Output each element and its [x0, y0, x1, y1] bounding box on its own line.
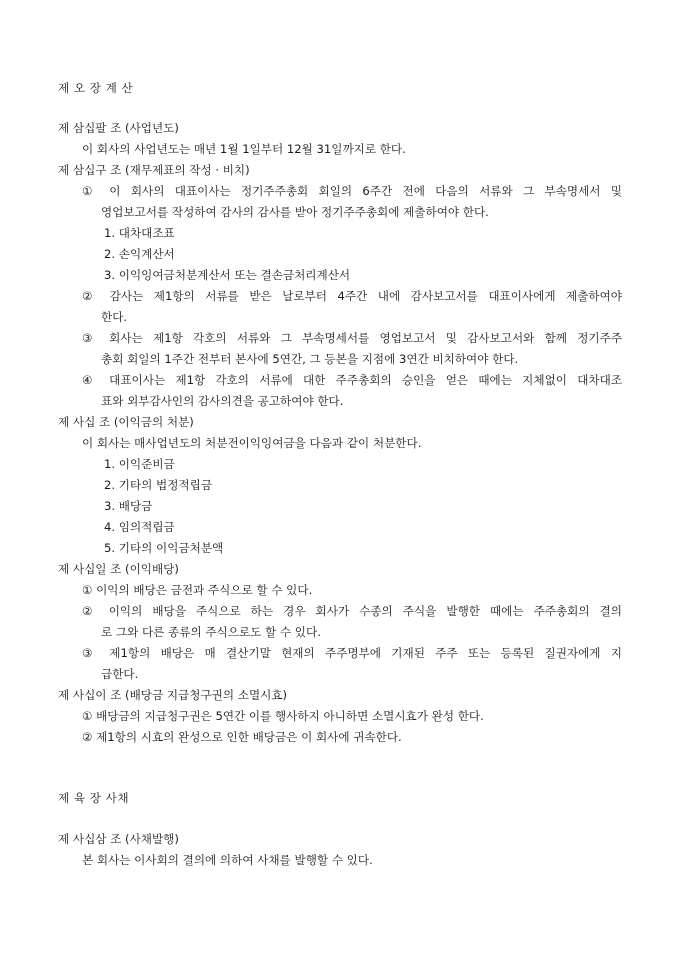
article-40-item-2: 2. 기타의 법정적립금 [104, 478, 213, 492]
article-38-body: 이 회사의 사업년도는 매년 1월 1일부터 12월 31일까지로 한다. [82, 142, 406, 156]
article-39-para-1-line-2: 영업보고서를 작성하여 감사의 감사를 받아 정기주주총회에 제출하여야 한다. [101, 205, 489, 219]
article-39-title: 제 삼십구 조 (재무제표의 작성 · 비치) [58, 163, 250, 177]
article-40-item-1: 1. 이익준비금 [104, 457, 175, 471]
article-39-para-2-line-2: 한다. [101, 310, 128, 324]
article-41-para-2-line-2: 로 그와 다른 종류의 주식으로도 할 수 있다. [101, 625, 321, 639]
article-39-item-2: 2. 손익계산서 [104, 247, 175, 261]
chapter-5-heading: 제 오 장 계 산 [58, 81, 134, 95]
article-41-para-3-line-1: ③ 제1항의 배당은 매 결산기말 현재의 주주명부에 기재된 주주 또는 등록된 질권자에게 지 [82, 646, 622, 660]
article-40-item-3: 3. 배당금 [104, 499, 153, 513]
article-39-para-3-line-2: 총회 회일의 1주간 전부터 본사에 5연간, 그 등본을 지점에 3연간 비치하여야 한다. [101, 352, 519, 366]
article-40-item-4: 4. 임의적립금 [104, 520, 175, 534]
article-43-body: 본 회사는 이사회의 결의에 의하여 사채를 발행할 수 있다. [82, 853, 373, 867]
article-42-para-1: ① 배당금의 지급청구권은 5연간 이를 행사하지 아니하면 소멸시효가 완성 한다. [82, 709, 484, 723]
article-41-para-3-line-2: 급한다. [101, 667, 139, 681]
article-40-title: 제 사십 조 (이익금의 처분) [58, 415, 194, 429]
chapter-6-heading: 제 육 장 사채 [58, 791, 130, 805]
article-39-para-4-line-1: ④ 대표이사는 제1항 각호의 서류에 대한 주주총회의 승인을 얻은 때에는 지체없이 대차대조 [82, 373, 622, 387]
article-41-title: 제 사십일 조 (이익배당) [58, 562, 179, 576]
article-38-title: 제 삼십팔 조 (사업년도) [58, 121, 179, 135]
article-39-para-4-line-2: 표와 외부감사인의 감사의견을 공고하여야 한다. [101, 394, 344, 408]
article-42-title: 제 사십이 조 (배당금 지급청구권의 소멸시효) [58, 688, 288, 702]
article-39-item-3: 3. 이익잉여금처분계산서 또는 결손금처리계산서 [104, 268, 351, 282]
article-40-body: 이 회사는 매사업년도의 처분전이익잉여금을 다음과 같이 처분한다. [82, 436, 422, 450]
article-41-para-2-line-1: ② 이익의 배당을 주식으로 하는 경우 회사가 수종의 주식을 발행한 때에는 주주총회의 결의 [82, 604, 622, 618]
article-39-item-1: 1. 대차대조표 [104, 226, 175, 240]
article-43-title: 제 사십삼 조 (사채발행) [58, 832, 179, 846]
article-39-para-2-line-1: ② 감사는 제1항의 서류를 받은 날로부터 4주간 내에 감사보고서를 대표이사에게 제출하여야 [82, 289, 622, 303]
article-39-para-3-line-1: ③ 회사는 제1항 각호의 서류와 그 부속명세서를 영업보고서 및 감사보고서와 함께 정기주주 [82, 331, 622, 345]
article-42-para-2: ② 제1항의 시효의 완성으로 인한 배당금은 이 회사에 귀속한다. [82, 730, 402, 744]
article-39-para-1-line-1: ① 이 회사의 대표이사는 정기주주총회 회일의 6주간 전에 다음의 서류와 그 부속명세서 및 [82, 184, 622, 198]
article-40-item-5: 5. 기타의 이익금처분액 [104, 541, 224, 555]
article-41-para-1: ① 이익의 배당은 금전과 주식으로 할 수 있다. [82, 583, 313, 597]
